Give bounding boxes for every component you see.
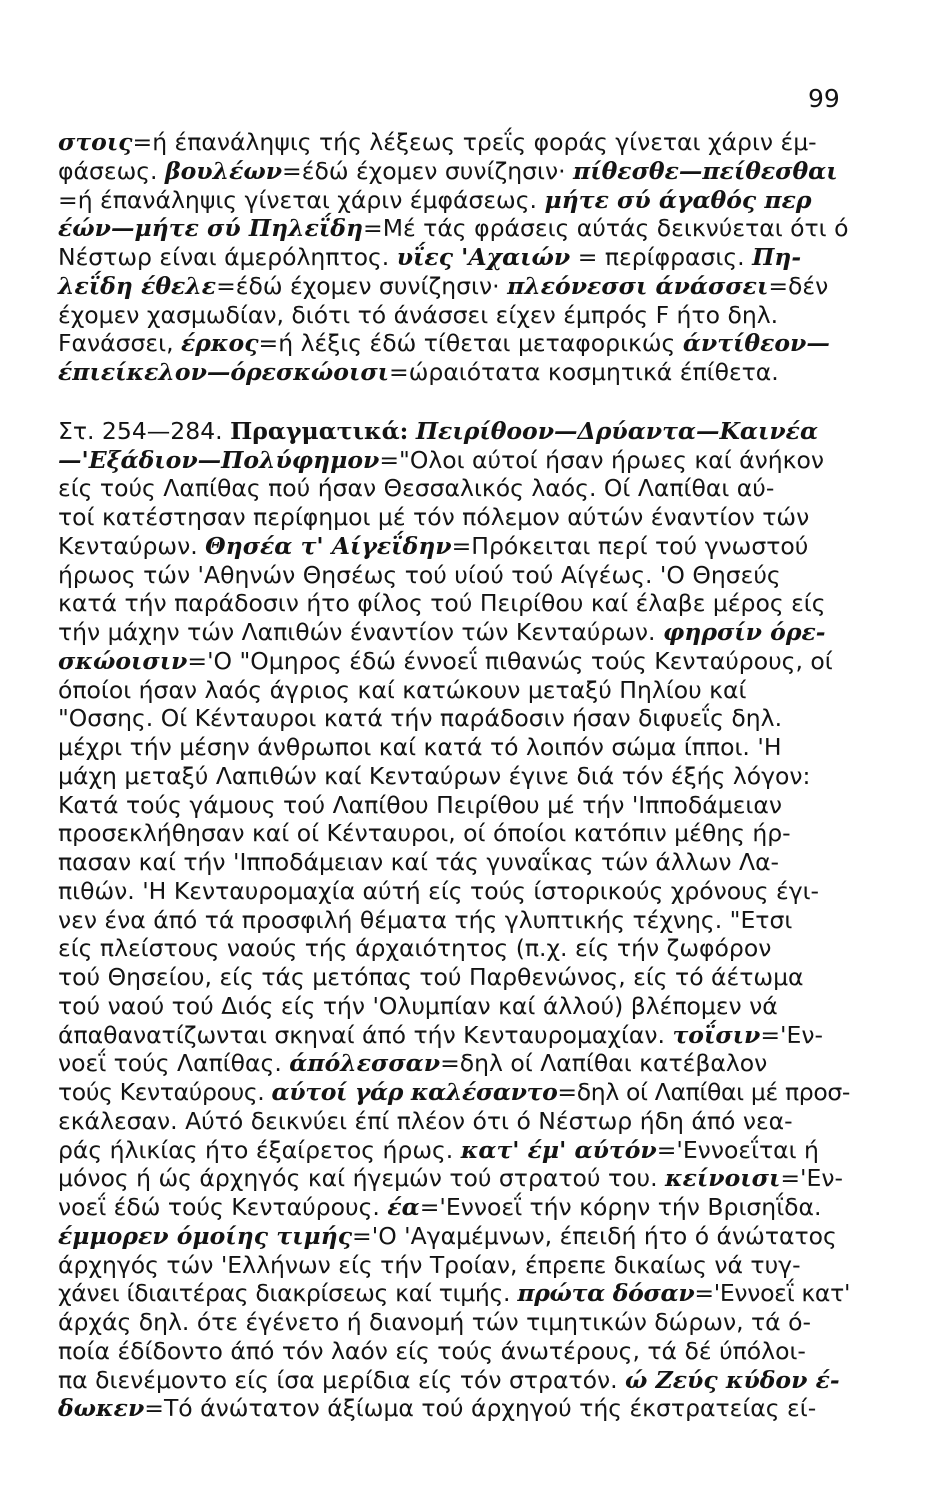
lemma-term: έμμορεν όμοίης τιμής xyxy=(58,1221,353,1250)
section-heading: Πραγματικά: xyxy=(230,416,409,445)
text-line xyxy=(58,992,842,1021)
text-run: ='Εννοεΐ κατ' xyxy=(694,1279,851,1308)
page-number: 99 xyxy=(808,84,840,113)
text-line xyxy=(58,503,842,532)
text-line xyxy=(58,934,842,963)
text-run: "Οσσης. Οί Κένταυροι κατά τήν παράδοσιν ήσαν διφυεΐς δηλ. xyxy=(58,704,783,733)
text-line xyxy=(58,1021,842,1050)
text-line xyxy=(58,214,849,243)
text-run: εκάλεσαν. Αύτό δεικνύει έπί πλέον ότι ό Νέστωρ ήδη άπό νεα- xyxy=(58,1106,793,1135)
text-line xyxy=(58,1049,842,1078)
text-line xyxy=(58,532,842,561)
text-run: Νέστωρ είναι άμερόληπτος. xyxy=(58,243,397,271)
lemma-term: υΐες 'Αχαιών xyxy=(396,243,571,271)
text-line xyxy=(58,589,842,618)
text-run: ='Ο "Ομηρος έδώ έννοεΐ πιθανώς τούς Κενταύρους, οί xyxy=(187,646,833,675)
text-line xyxy=(58,906,842,935)
text-line xyxy=(58,1193,842,1222)
text-run: μέχρι τήν μέσην άνθρωποι καί κατά τό λοιπόν σώμα ίπποι. 'Η xyxy=(58,733,782,761)
text-run: χάνει ίδιαιτέρας διακρίσεως καί τιμής. xyxy=(58,1279,518,1308)
text-run: =δέν xyxy=(768,271,829,300)
text-line xyxy=(58,762,842,791)
text-run: =έδώ έχομεν συνίζησιν· xyxy=(282,156,574,185)
text-line xyxy=(58,848,842,877)
text-run: νοεΐ τούς Λαπίθας. xyxy=(58,1049,290,1078)
text-run: ='Εν- xyxy=(780,1164,843,1193)
text-line xyxy=(58,963,842,992)
text-run: άρχηγός τών 'Ελλήνων είς τήν Τροίαν, έπρεπε δικαίως νά τυγ- xyxy=(58,1250,801,1279)
text-line xyxy=(58,1107,842,1136)
text-line xyxy=(58,819,842,848)
text-line xyxy=(58,1136,842,1165)
text-run: πιθών. 'Η Κενταυρομαχία αύτή είς τούς ίστορικούς χρόνους έγι- xyxy=(58,876,820,905)
text-run: έχομεν χασμωδίαν, διότι τό άνάσσει είχεν έμπρός F ήτο δηλ. xyxy=(58,300,779,329)
lemma-term: κείνοισι xyxy=(665,1164,781,1193)
lemma-term: πρώτα δόσαν xyxy=(517,1279,695,1308)
lemma-term: άπόλεσσαν xyxy=(289,1049,441,1078)
text-run: ='Ο 'Αγαμέμνων, έπειδή ήτο ό άνώτατος xyxy=(352,1221,837,1250)
text-run: νεν ένα άπό τά προσφιλή θέματα τής γλυπτικής τέχνης. "Ετσι xyxy=(58,905,793,934)
text-run: =ή έπανάληψις γίνεται χάριν έμφάσεως. xyxy=(58,185,545,214)
lemma-term: έπιείκελον—όρεσκώοισι xyxy=(58,358,390,386)
text-run: όποίοι ήσαν λαός άγριος καί κατώκουν μεταξύ Πηλίου καί xyxy=(58,675,747,704)
text-run: τήν μάχην τών Λαπιθών έναντίον τών Κενταύρων. xyxy=(58,618,663,646)
text-run: Κατά τούς γάμους τού Λαπίθου Πειρίθου μέ τήν 'Ιπποδάμειαν xyxy=(58,790,783,819)
lemma-term: Πειρίθοον—Δρύαντα—Καινέα xyxy=(415,416,819,445)
text-run: ="Ολοι αύτοί ήσαν ήρωες καί άνήκον xyxy=(379,445,825,474)
text-line xyxy=(58,272,842,301)
text-run: =ή λέξις έδώ τίθεται μεταφορικώς xyxy=(258,329,683,358)
text-line xyxy=(58,1251,842,1280)
text-line xyxy=(58,647,842,676)
text-run: είς τούς Λαπίθας πού ήσαν Θεσσαλικός λαός. Οί Λαπίθαι αύ- xyxy=(58,474,775,503)
text-line xyxy=(58,1222,842,1251)
text-line xyxy=(58,704,842,733)
text-run: πασαν καί τήν 'Ιπποδάμειαν καί τάς γυναΐκας τών άλλων Λα- xyxy=(58,848,780,876)
text-run: κατά τήν παράδοσιν ήτο φίλος τού Πειρίθου καί έλαβε μέρος είς xyxy=(58,589,826,618)
text-run: ='Εννοεΐ τήν κόρην τήν Βρισηΐδα. xyxy=(419,1193,822,1221)
text-line xyxy=(58,618,842,647)
lemma-term: φηρσίν όρε- xyxy=(662,618,826,646)
text-line xyxy=(58,1308,842,1337)
text-line xyxy=(58,301,842,330)
text-run: πα διενέμοντο είς ίσα μερίδια είς τόν στρατόν. xyxy=(58,1365,626,1394)
lemma-term: έρκος xyxy=(181,329,259,358)
paragraph-notes-254-284 xyxy=(58,416,851,1423)
text-run: ='Εν- xyxy=(760,1020,823,1049)
text-run: είς πλείστους ναούς τής άρχαιότητος (π.χ. είς τήν ζωφόρον xyxy=(58,934,772,963)
text-run: =δηλ οί Λαπίθαι μέ προσ- xyxy=(557,1078,851,1106)
text-run: τού ναού τού Διός είς τήν 'Ολυμπίαν καί άλλού) βλέπομεν νά xyxy=(58,991,778,1020)
text-line xyxy=(58,329,842,358)
commentary-text xyxy=(58,128,851,1423)
lemma-term: αύτοί γάρ καλέσαντο xyxy=(271,1078,558,1106)
text-run: Κενταύρων. xyxy=(58,531,206,560)
text-line xyxy=(58,1279,851,1308)
lemma-term: μήτε σύ άγαθός περ xyxy=(544,185,812,214)
text-line xyxy=(58,128,842,157)
text-run: =έδώ έχομεν συνίζησιν· xyxy=(216,271,508,300)
text-run: =Πρόκειται περί τού γνωστού xyxy=(451,531,809,560)
text-line xyxy=(58,243,842,272)
text-line xyxy=(58,1078,851,1107)
lemma-term: τοΐσιν xyxy=(672,1020,761,1049)
text-run: = περίφρασις. xyxy=(570,243,753,271)
text-line xyxy=(58,877,842,906)
text-run xyxy=(408,417,415,445)
text-run: φάσεως. xyxy=(58,156,166,185)
text-run: ράς ήλικίας ήτο έξαίρετος ήρως. xyxy=(58,1135,461,1164)
text-run: μάχη μεταξύ Λαπιθών καί Κενταύρων έγινε διά τόν έξής λόγον: xyxy=(58,761,811,790)
text-line xyxy=(58,474,842,503)
text-line xyxy=(58,791,842,820)
text-line xyxy=(58,446,842,475)
text-run: τού Θησείου, είς τάς μετόπας τού Παρθενώνος, είς τό άέτωμα xyxy=(58,963,804,991)
lemma-term: πίθεσθε—πείθεσθαι xyxy=(573,156,838,185)
text-run: τούς Κενταύρους. xyxy=(58,1078,272,1106)
text-run: =Τό άνώτατον άξίωμα τού άρχηγού τής έκστρατείας εί- xyxy=(144,1394,817,1423)
text-line xyxy=(58,733,842,762)
text-run: ήρωος τών 'Αθηνών Θησέως τού υίού τού Αίγέως. 'Ο Θησεύς xyxy=(58,560,781,589)
text-run: μόνος ή ώς άρχηγός καί ήγεμών τού στρατού του. xyxy=(58,1164,666,1193)
lemma-term: Θησέα τ' Αίγεΐδην xyxy=(205,531,452,560)
text-run: =ώραιότατα κοσμητικά έπίθετα. xyxy=(389,358,779,386)
text-run: τοί κατέστησαν περίφημοι μέ τόν πόλεμον αύτών έναντίον τών xyxy=(58,503,810,531)
text-run: ='Εννοεΐται ή xyxy=(656,1135,819,1164)
text-line xyxy=(58,157,842,186)
text-line xyxy=(58,417,842,446)
lemma-term: ώ Ζεύς κύδον έ- xyxy=(625,1365,840,1394)
text-run: =ή έπανάληψις τής λέξεως τρεΐς φοράς γίνεται χάριν έμ- xyxy=(132,128,817,156)
text-line xyxy=(58,561,842,590)
text-line xyxy=(58,358,842,387)
text-run: άπαθανατίζωνται σκηναί άπό τήν Κενταυρομαχίαν. xyxy=(58,1020,673,1049)
text-line xyxy=(58,1164,842,1193)
lemma-term: πλεόνεσσι άνάσσει xyxy=(507,271,769,300)
lemma-term: έών—μήτε σύ Πηλεΐδη xyxy=(58,214,364,243)
text-run: Fανάσσει, xyxy=(58,329,182,358)
text-run: νοεΐ έδώ τούς Κενταύρους. xyxy=(58,1193,388,1221)
lemma-term: —'Εξάδιον—Πολύφημον xyxy=(58,445,380,474)
text-run: προσεκλήθησαν καί οί Κένταυροι, οί όποίοι κατόπιν μέθης ήρ- xyxy=(58,819,791,848)
lemma-term: κατ' έμ' αύτόν xyxy=(460,1135,657,1164)
text-run: ποία έδίδοντο άπό τόν λαόν είς τούς άνωτέρους, τά δέ ύπόλοι- xyxy=(58,1336,806,1365)
paragraph-notes-verses xyxy=(58,128,849,387)
lemma-term: δωκεν xyxy=(58,1394,145,1423)
text-run: άρχάς δηλ. ότε έγένετο ή διανομή τών τιμητικών δώρων, τά ό- xyxy=(58,1308,811,1336)
paragraph-gap xyxy=(58,387,842,417)
text-run: =Μέ τάς φράσεις αύτάς δεικνύεται ότι ό xyxy=(363,214,849,243)
text-line xyxy=(58,676,842,705)
text-line xyxy=(58,1337,842,1366)
lemma-term: βουλέων xyxy=(165,156,283,185)
lemma-term: στοις xyxy=(58,128,133,156)
text-run: Στ. 254—284. xyxy=(58,416,231,445)
lemma-term: άντίθεον— xyxy=(682,329,830,358)
lemma-term: σκώοισιν xyxy=(58,646,188,675)
text-line xyxy=(58,186,842,215)
text-line xyxy=(58,1394,842,1423)
text-run: =δηλ οί Λαπίθαι κατέβαλον xyxy=(440,1049,768,1078)
text-line xyxy=(58,1366,842,1395)
lemma-term: Πη- xyxy=(752,243,802,271)
lemma-term: λεΐδη έθελε xyxy=(58,271,217,300)
lemma-term: έα xyxy=(387,1193,420,1221)
